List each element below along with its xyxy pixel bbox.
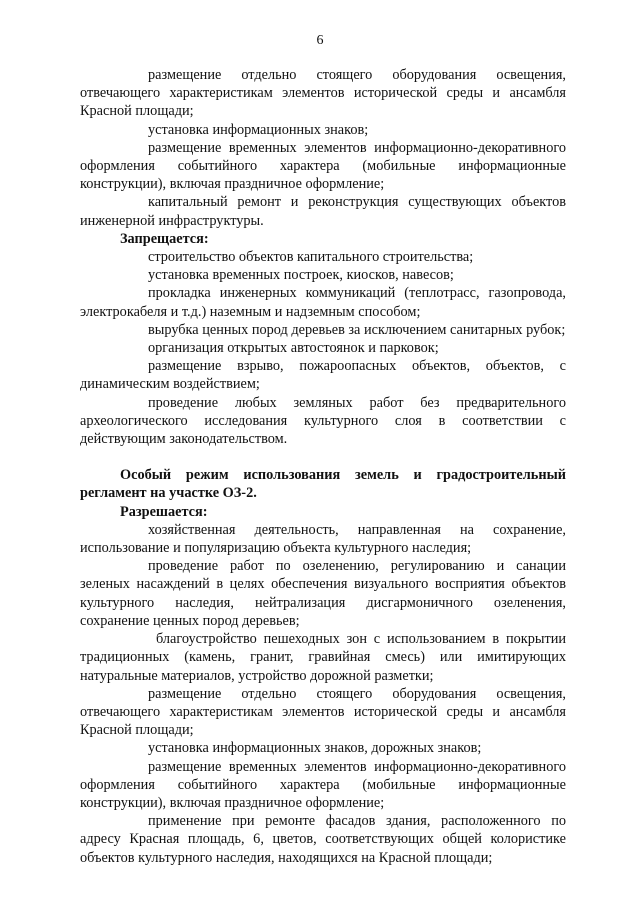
paragraph: прокладка инженерных коммуникаций (теплотрасс, газопровода, электрокабеля и т.д.) наземным и надземным способом; <box>80 285 566 320</box>
paragraph: установка временных построек, киосков, навесов; <box>148 267 454 284</box>
paragraph: строительство объектов капитального строительства; <box>148 249 474 266</box>
paragraph: проведение любых земляных работ без предварительного археологического исследования культурного слоя в соответствии с действующим законодательством. <box>80 394 566 448</box>
paragraph: хозяйственная деятельность, направленная на сохранение, использование и популяризацию объекта культурного наследия; <box>80 521 566 557</box>
paragraph: размещение взрыво, пожароопасных объектов, объектов, с динамическим воздействием; <box>80 358 566 393</box>
paragraph: капитальный ремонт и реконструкция существующих объектов инженерной инфраструктуры. <box>80 194 566 229</box>
paragraph: установка информационных знаков, дорожных знаков; <box>148 740 482 757</box>
section-subheading: Запрещается: <box>120 230 209 247</box>
section-heading: Особый режим использования земель и градостроительный регламент на участке ОЗ-2. <box>80 467 566 502</box>
page-number: 6 <box>316 33 324 48</box>
paragraph: организация открытых автостоянок и парковок; <box>148 340 439 357</box>
paragraph: вырубка ценных пород деревьев за исключением санитарных рубок; <box>148 321 566 338</box>
paragraph: размещение отдельно стоящего оборудования освещения, отвечающего характеристикам элементов исторической среды и ансамбля Красной площади; <box>80 67 566 120</box>
paragraph: размещение временных элементов информационно-декоративного оформления событийного характера (мобильные информационные конструкции), включая праздничное оформление; <box>80 139 566 193</box>
paragraph: размещение временных элементов информационно-декоративного оформления событийного характера (мобильные информационные конструкции), включая праздничное оформление; <box>80 758 566 811</box>
paragraph: установка информационных знаков; <box>148 121 369 138</box>
paragraph: благоустройство пешеходных зон с использованием в покрытии традиционных (камень, гранит, гравийная смесь) или имитирующих натуральные материалов, устройство дорожной разметки; <box>80 631 566 684</box>
paragraph: размещение отдельно стоящего оборудования освещения, отвечающего характеристикам элементов исторической среды и ансамбля Красной площади; <box>80 685 566 739</box>
paragraph: проведение работ по озеленению, регулированию и санации зеленых насаждений в целях обеспечения визуального восприятия объектов культурного наследия, нейтрализация дисгармоничного озеленения, сохранение ценных пород деревьев; <box>80 558 566 629</box>
section-subheading: Разрешается: <box>120 503 208 520</box>
document-body <box>80 66 566 867</box>
paragraph: применение при ремонте фасадов здания, расположенного по адресу Красная площадь, 6, цветов, соответствующих общей колористике объектов культурного наследия, находящихся на Красной площади; <box>80 813 566 866</box>
